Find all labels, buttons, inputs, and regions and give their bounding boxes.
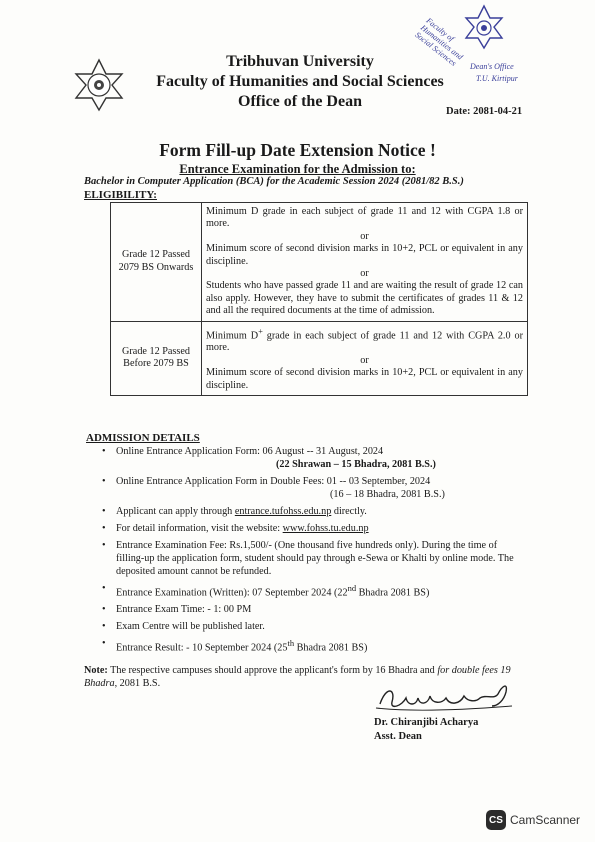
bullet-icon: • (102, 446, 106, 457)
item-text: Entrance Exam Time: - 1: 00 PM (116, 604, 252, 616)
notice-title: Form Fill-up Date Extension Notice ! (159, 140, 436, 160)
item-text: Entrance Result: - 10 September 2024 (25 (116, 642, 288, 654)
superscript: nd (347, 583, 357, 593)
bullet-icon: • (102, 638, 106, 650)
list-item (100, 445, 525, 471)
item-text: Bhadra 2081 BS) (356, 587, 430, 599)
faculty-website-link[interactable]: www.fohss.tu.edu.np (282, 523, 369, 534)
description-cell (202, 203, 528, 322)
signatory-block (374, 716, 478, 744)
seal-text-left: Faculty of Humanities and Social Sciences (413, 16, 465, 68)
item-text: For detail information, visit the website: (116, 523, 283, 534)
note-italic: for double fees 19 Bhadra (84, 665, 511, 689)
item-text: Online Entrance Application Form: 06 August -- 31 August, 2024 (116, 446, 384, 457)
program-name: Bachelor in Computer Application (BCA) for the Academic Session 2024 (2081/82 B.S.) (84, 176, 464, 187)
note-text: The respective campuses should approve the applicant's form by 16 Bhadra and (107, 665, 438, 676)
seal-text-dean: Dean's Office (470, 62, 514, 71)
entrance-portal-link[interactable]: entrance.tufohss.edu.np (234, 506, 332, 517)
item-subtext: (16 – 18 Bhadra, 2081 B.S.) (330, 489, 445, 500)
or-text: or (360, 268, 369, 280)
item-text: Bhadra 2081 BS) (294, 642, 368, 654)
signatory-name: Dr. Chiranjibi Acharya (374, 717, 479, 728)
university-logo (72, 58, 126, 112)
signature (372, 676, 522, 718)
table-row (111, 203, 528, 322)
bullet-icon: • (102, 583, 106, 594)
condition-part: grade in each subject of grade 11 and 12 with CGPA 2.0 or more. (206, 330, 523, 354)
office-name: Office of the Dean (238, 93, 362, 110)
superscript: + (258, 325, 263, 336)
seal-text-place: T.U. Kirtipur (476, 74, 518, 83)
faculty-name: Faculty of Humanities and Social Sciences (156, 73, 444, 90)
item-text: Entrance Examination (Written): 07 September 2024 (22 (116, 587, 348, 599)
description-cell (202, 321, 528, 395)
bullet-icon: • (102, 476, 106, 487)
criteria-cell: Grade 12 Passed 2079 BS Onwards (111, 203, 202, 322)
table-row (111, 321, 528, 395)
list-item (100, 522, 525, 535)
bullet-icon: • (102, 621, 106, 633)
item-text: Online Entrance Application Form in Double Fees: 01 -- 03 September, 2024 (116, 476, 431, 487)
list-item (100, 539, 525, 578)
bullet-icon: • (102, 604, 106, 616)
bullet-icon: • (102, 540, 106, 551)
list-item (100, 582, 525, 599)
list-item (100, 603, 525, 616)
admission-list (100, 445, 525, 659)
camscanner-label: CamScanner (510, 813, 581, 827)
bullet-icon: • (102, 506, 106, 517)
or-text: or (360, 230, 369, 242)
or-text: or (360, 354, 369, 366)
camscanner-icon: CS (486, 810, 506, 830)
condition-part: Minimum D (206, 330, 259, 342)
list-item (100, 620, 525, 633)
list-item (100, 637, 525, 654)
list-item (100, 475, 525, 501)
item-text: Applicant can apply through (116, 506, 235, 517)
notice-date: Date: 2081-04-21 (446, 106, 523, 117)
item-text: Exam Centre will be published later. (116, 621, 265, 633)
item-text: directly. (331, 506, 367, 517)
condition-text (206, 325, 523, 355)
letterhead (120, 52, 480, 112)
item-text: Entrance Examination Fee: Rs.1,500/- (One thousand five hundreds only). During the time of filling-up the application form, student should pay through e-Sewa or Khalti by online mode. The deposited amount cannot be refunded. (116, 540, 514, 577)
superscript: th (287, 638, 295, 649)
eligibility-table (110, 202, 528, 396)
note-label: Note: (84, 665, 108, 676)
bullet-icon: • (102, 523, 106, 534)
signatory-title: Asst. Dean (374, 731, 422, 742)
camscanner-watermark (486, 810, 580, 830)
note-text: , 2081 B.S. (114, 678, 161, 689)
condition-text: Minimum D grade in each subject of grade 11 and 12 with CGPA 1.8 or more. (206, 206, 523, 230)
condition-text: Minimum score of second division marks in 10+2, PCL or equivalent in any discipline. (206, 367, 523, 391)
criteria-cell: Grade 12 Passed Before 2079 BS (111, 321, 202, 395)
university-name: Tribhuvan University (226, 53, 374, 70)
condition-text: Students who have passed grade 11 and are waiting the result of grade 12 can also apply. However, they have to submit the certificates of grades 11 & 12 and all the required documents at the time of admission. (206, 280, 523, 317)
item-subtext: (22 Shrawan – 15 Bhadra, 2081 B.S.) (276, 459, 436, 470)
notice-subtitle: Entrance Examination for the Admission to: (179, 162, 416, 176)
list-item (100, 505, 525, 518)
condition-text: Minimum score of second division marks in 10+2, PCL or equivalent in any discipline. (206, 243, 523, 267)
eligibility-heading: ELIGIBILITY: (84, 189, 157, 201)
admission-heading: ADMISSION DETAILS (86, 432, 200, 444)
